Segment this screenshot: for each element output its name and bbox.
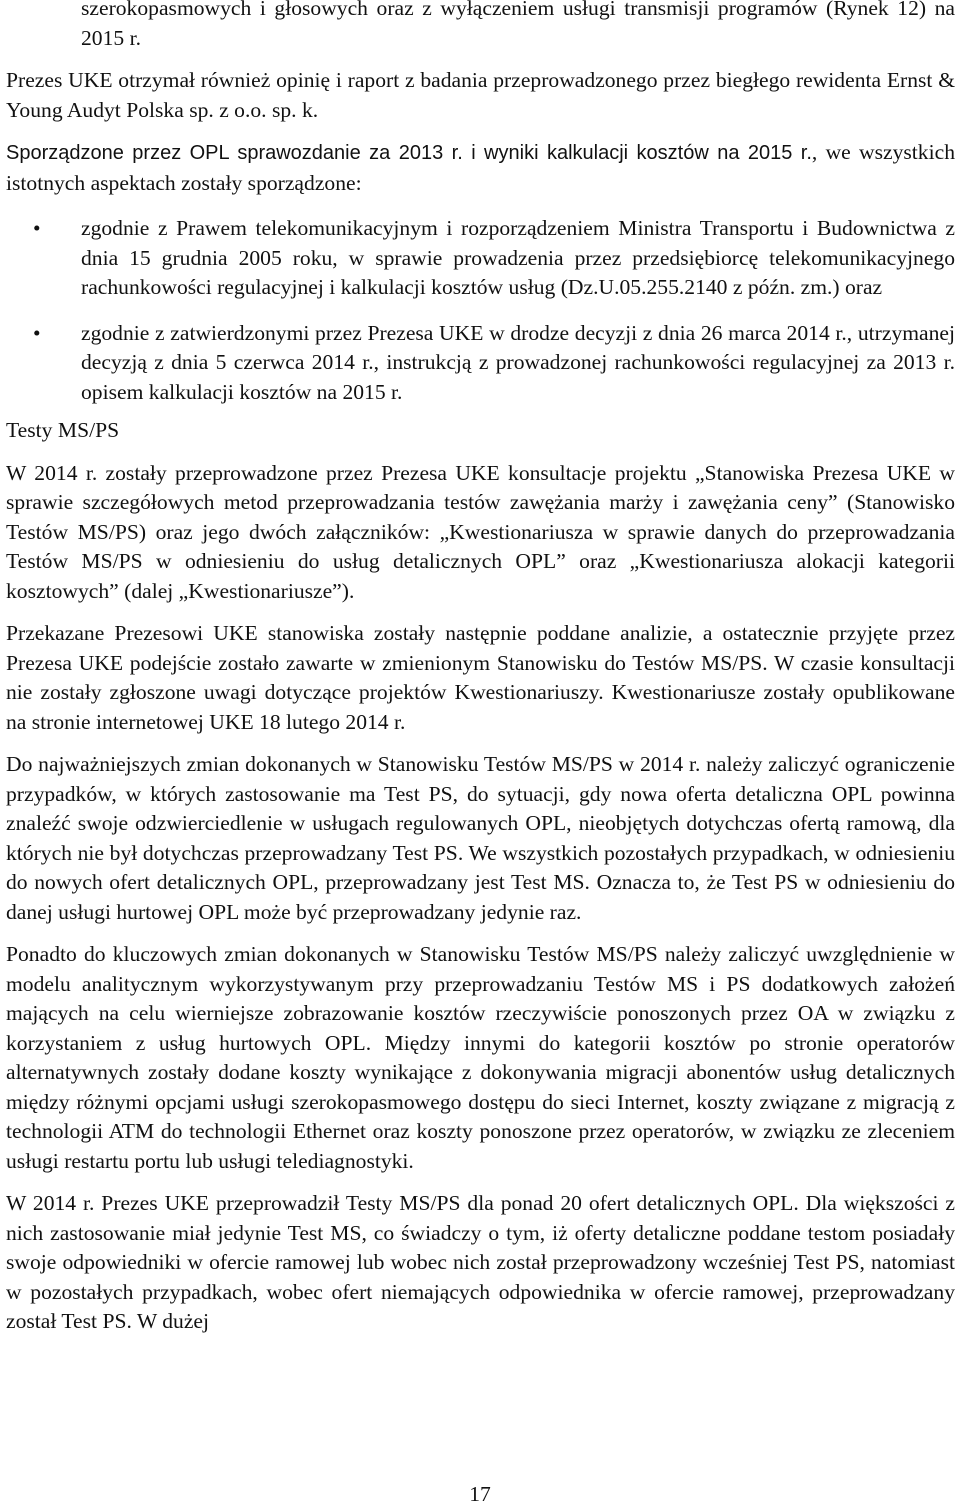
list-item bbox=[6, 319, 955, 408]
paragraph-auditor-opinion: Prezes UKE otrzymał również opinię i raport z badania przeprowadzonego przez biegłego rewidenta Ernst & Young Audyt Polska sp. z o.o. sp. k. bbox=[6, 68, 955, 122]
bullet-icon: • bbox=[33, 320, 41, 345]
page-number: 17 bbox=[469, 1482, 491, 1506]
paragraph-tests-2014: W 2014 r. Prezes UKE przeprowadził Testy MS/PS dla ponad 20 ofert detalicznych OPL. Dla większości z nich zastosowanie miał jedynie Test MS, co świadczy o tym, iż oferty detaliczne poddane testom posiadały swoje odpowiedniki w ofercie ramowej lub wobec nich został przeprowadzony wcześniej Test PS, natomiast w pozostałych przypadkach, wobec ofert niemających odpowiednika w ofercie ramowej, przeprowadzany został Test PS. W dużej bbox=[6, 1191, 955, 1333]
paragraph-report-conclusion-rest: , we wszystkich istotnych aspektach zostały sporządzone: bbox=[6, 140, 955, 195]
paragraph-continuation: szerokopasmowych i głosowych oraz z wyłączeniem usługi transmisji programów (Rynek 12) na 2015 r. bbox=[81, 0, 955, 50]
list-item-text: zgodnie z Prawem telekomunikacyjnym i rozporządzeniem Ministra Transportu i Budownictwa z dnia 15 grudnia 2005 roku, w sprawie prowadzenia przez przedsiębiorcę telekomunikacyjnego rachunkowości regulacyjnej i kalkulacji kosztów usług (Dz.U.05.255.2140 z późn. zm.) oraz bbox=[81, 216, 955, 299]
paragraph-consultations: W 2014 r. zostały przeprowadzone przez Prezesa UKE konsultacje projektu „Stanowiska Prezesa UKE w sprawie szczegółowych metod przeprowadzania testów zawężania marży i zawężania ceny” (Stanowisko Testów MS/PS) oraz jego dwóch załączników: „Kwestionariusza w sprawie danych do przeprowadzania Testów MS/PS w odniesieniu do usług detalicznych OPL” oraz „Kwestionariusza alokacji kategorii kosztowych” (dalej „Kwestionariusze”). bbox=[6, 460, 955, 603]
paragraph-report-conclusion-lead: Sporządzone przez OPL sprawozdanie za 2013 r. i wyniki kalkulacji kosztów na 2015 r. bbox=[6, 142, 812, 164]
paragraph-key-changes: Do najważniejszych zmian dokonanych w Stanowisku Testów MS/PS w 2014 r. należy zaliczyć ograniczenie przypadków, w których zastosowanie ma Test PS, do sytuacji, gdy nowa oferta detaliczna OPL powinna znaleźć swoje odzwierciedlenie w usługach regulowanych OPL, nieobjętych dotychczas ofertą ramową, dla których nie był dotychczas przeprowadzany Test PS. We wszystkich pozostałych przypadkach, w odniesieniu do nowych ofert detalicznych OPL, przeprowadzany jest Test MS. Oznacza to, że Test PS w odniesieniu do danej usługi hurtowej OPL może być przeprowadzany jedynie raz. bbox=[6, 752, 955, 924]
bullet-icon: • bbox=[33, 216, 41, 240]
list-item bbox=[6, 214, 955, 303]
paragraph-further-changes: Ponadto do kluczowych zmian dokonanych w Stanowisku Testów MS/PS należy zaliczyć uwzględnienie w modelu analitycznym wykorzystywanym przy przeprowadzaniu Testów MS i PS dodatkowych założeń mających na celu wierniejsze zobrazowanie kosztów rzeczywiście ponoszonych przez OA w związku z korzystaniem z usług hurtowych OPL. Między innymi do kategorii kosztów po stronie operatorów alternatywnych zostały dodane koszty wynikające z dokonywania migracji abonentów usług detalicznych między różnymi opcjami usługi szerokopasmowego dostępu do sieci Internet, koszty związane z migracją z technologii ATM do technologii Ethernet oraz koszty ponoszone przez operatorów, w związku ze zleceniem usługi restartu portu lub usługi telediagnostyki. bbox=[6, 942, 955, 1173]
document-page bbox=[6, 0, 955, 1337]
paragraph-analysis: Przekazane Prezesowi UKE stanowiska zostały następnie poddane analizie, a ostatecznie przyjęte przez Prezesa UKE podejście zostało zawarte w zmienionym Stanowisku do Testów MS/PS. W czasie konsultacji nie zostały zgłoszone uwagi dotyczące projektów Kwestionariuszy. Kwestionariusze zostały opublikowane na stronie internetowej UKE 18 lutego 2014 r. bbox=[6, 621, 955, 734]
paragraph-report-conclusion bbox=[6, 138, 955, 198]
list-item-text: zgodnie z zatwierdzonymi przez Prezesa UKE w drodze decyzji z dnia 26 marca 2014 r., utrzymanej decyzją z dnia 5 czerwca 2014 r., instrukcją z prowadzonej rachunkowości regulacyjnej za 2013 r. opisem kalkulacji kosztów na 2015 r. bbox=[81, 320, 955, 404]
section-heading: Testy MS/PS bbox=[6, 418, 120, 442]
bullet-list bbox=[6, 214, 955, 407]
